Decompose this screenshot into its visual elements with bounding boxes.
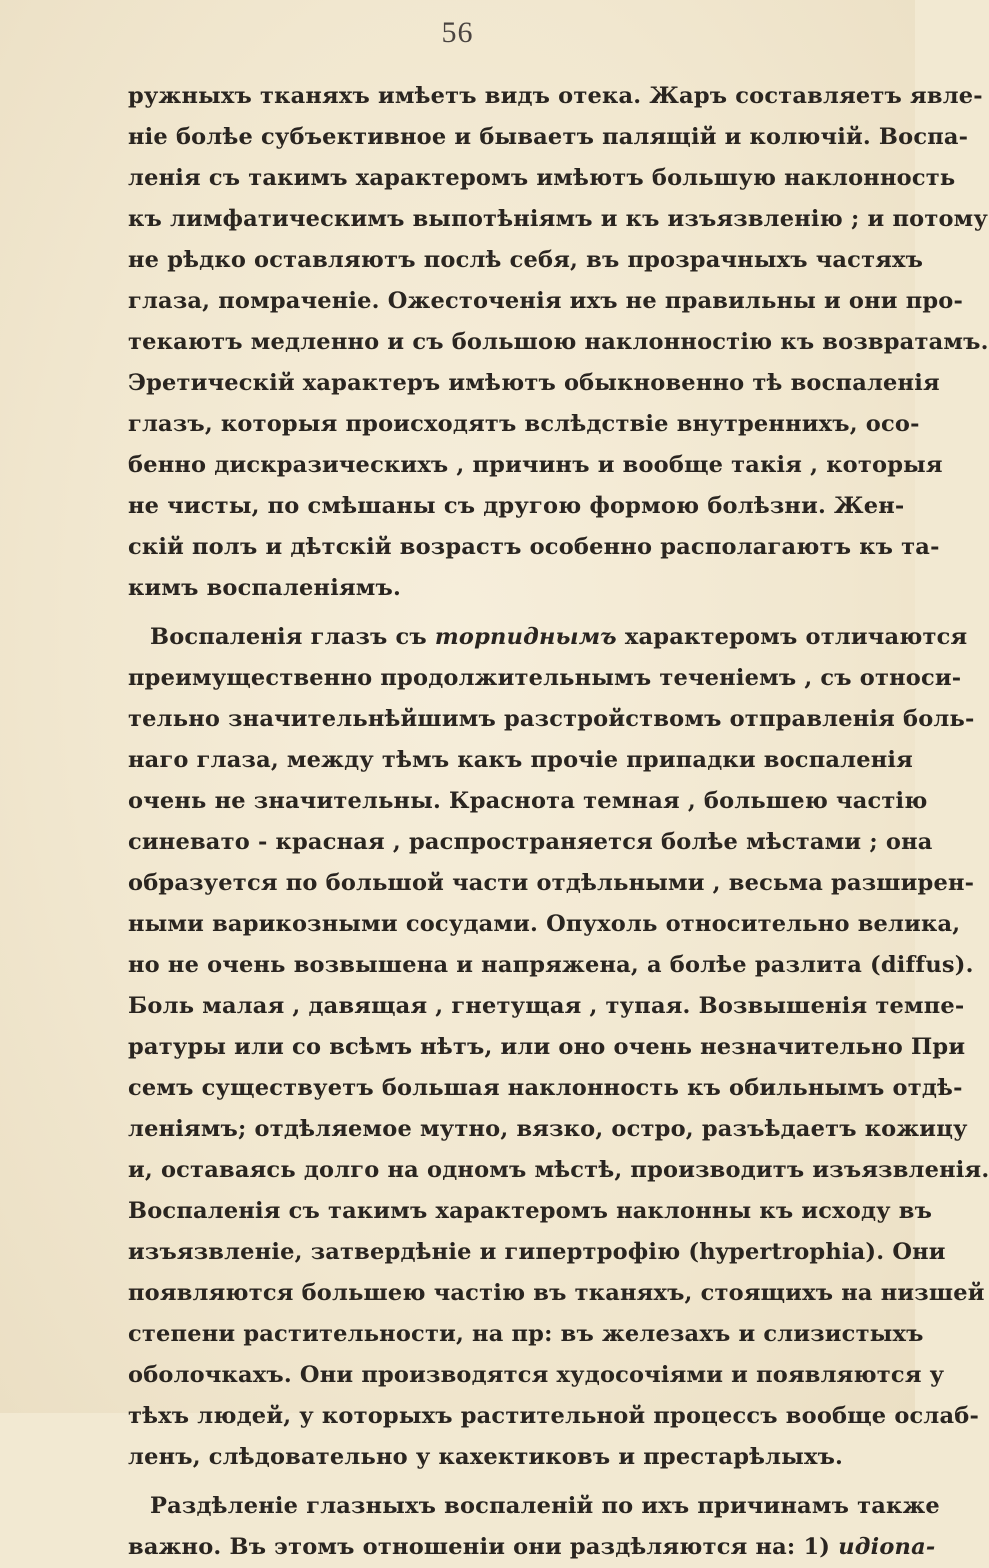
italic-term: торпиднымъ [434, 624, 617, 650]
text-run: важно. Въ этомъ отношеніи они раздѣляются на: 1) [128, 1534, 839, 1560]
text-line: ніе болѣе субъективное и бываетъ палящій и колючій. Воспа- [128, 124, 969, 150]
text-line: и, оставаясь долго на одномъ мѣстѣ, производитъ изъязвленія. [128, 1157, 989, 1183]
text-line: тѣхъ людей, у которыхъ растительной процессъ вообще ослаб- [128, 1403, 980, 1429]
text-line: изъязвленіе, затвердѣніе и гипертрофію (hypertrophia). Они [128, 1239, 946, 1265]
text-line: текаютъ медленно и съ большою наклонностію къ возвратамъ. [128, 329, 989, 355]
text-line: Раздѣленіе глазныхъ воспаленій по ихъ причинамъ также [150, 1493, 940, 1519]
text-line: глаза, помраченіе. Ожесточенія ихъ не правильны и они про- [128, 288, 964, 314]
text-line: ратуры или со всѣмъ нѣтъ, или оно очень незначительно При [128, 1034, 966, 1060]
paragraph-gap [128, 609, 898, 617]
text-line: бенно дискразическихъ , причинъ и вообще такія , которыя [128, 452, 943, 478]
text-line: къ лимфатическимъ выпотѣніямъ и къ изъязвленію ; и потому [128, 206, 989, 232]
text-line: степени растительности, на пр: въ железахъ и слизистыхъ [128, 1321, 924, 1347]
text-line: Воспаленія съ такимъ характеромъ наклонны къ исходу въ [128, 1198, 933, 1224]
text-run: характеромъ отличаются [616, 624, 968, 650]
text-line: леніямъ; отдѣляемое мутно, вязко, остро, разъѣдаетъ кожицу [128, 1116, 968, 1142]
text-line: скій полъ и дѣтскій возрастъ особенно располагаютъ къ та- [128, 534, 940, 560]
paragraph [128, 1486, 940, 1568]
text-line: ными варикозными сосудами. Опухоль относительно велика, [128, 911, 961, 937]
text-run: Воспаленія глазъ съ [150, 624, 435, 650]
text-line: синевато - красная , распространяется болѣе мѣстами ; она [128, 829, 933, 855]
paragraph [128, 617, 989, 1478]
text-line [128, 1527, 936, 1568]
text-line [128, 617, 968, 658]
text-line: образуется по большой части отдѣльными , весьма разширен- [128, 870, 975, 896]
body-text [128, 76, 989, 1568]
text-line: оболочкахъ. Они производятся худосочіями и появляются у [128, 1362, 945, 1388]
text-line: семъ существуетъ большая наклонность къ обильнымъ отдѣ- [128, 1075, 963, 1101]
text-line: не чисты, по смѣшаны съ другою формою болѣзни. Жен- [128, 493, 905, 519]
text-line: преимущественно продолжительнымъ теченіемъ , съ относи- [128, 665, 962, 691]
text-line: ленія съ такимъ характеромъ имѣютъ большую наклонность [128, 165, 956, 191]
text-line: наго глаза, между тѣмъ какъ прочіе припадки воспаленія [128, 747, 913, 773]
text-line: глазъ, которыя происходятъ вслѣдствіе внутреннихъ, осо- [128, 411, 920, 437]
paragraph-gap [128, 1478, 898, 1486]
text-line: очень не значительны. Краснота темная , большею частію [128, 788, 928, 814]
text-line: Эретическій характеръ имѣютъ обыкновенно тѣ воспаленія [128, 370, 940, 396]
paragraph [128, 76, 989, 609]
text-line: Боль малая , давящая , гнетущая , тупая. Возвышенія темпе- [128, 993, 965, 1019]
text-line: тельно значительнѣйшимъ разстройствомъ отправленія боль- [128, 706, 975, 732]
text-line: не рѣдко оставляютъ послѣ себя, въ прозрачныхъ частяхъ [128, 247, 924, 273]
text-line: появляются большею частію въ тканяхъ, стоящихъ на низшей [128, 1280, 985, 1306]
page-number: 56 [441, 16, 474, 49]
text-line: но не очень возвышена и напряжена, а болѣе разлита (diffus). [128, 952, 974, 978]
text-line: кимъ воспаленіямъ. [128, 575, 402, 601]
text-line: ружныхъ тканяхъ имѣетъ видъ отека. Жаръ составляетъ явле- [128, 83, 983, 109]
italic-term: идіопа- [838, 1534, 936, 1560]
text-line: ленъ, слѣдовательно у кахектиковъ и престарѣлыхъ. [128, 1444, 844, 1470]
